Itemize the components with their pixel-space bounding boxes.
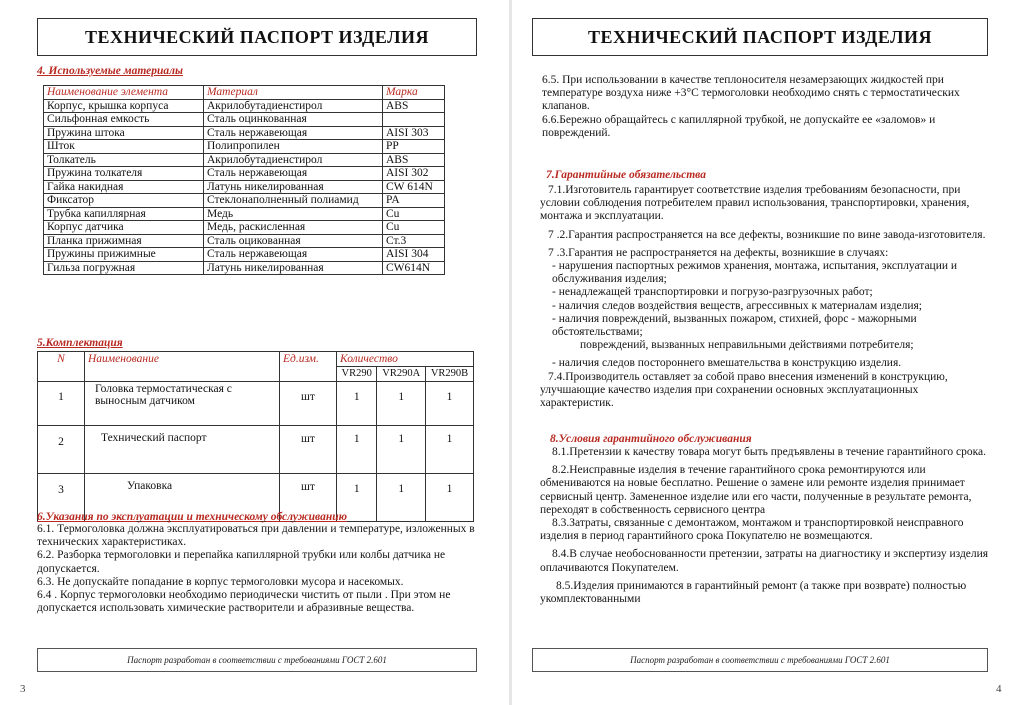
kit-row — [38, 382, 474, 426]
kit-row-qty: 1 — [337, 382, 377, 426]
materials-row — [44, 153, 445, 167]
materials-cell-grade: AISI 303 — [383, 126, 445, 140]
materials-table-body — [44, 99, 445, 275]
kit-row — [38, 426, 474, 474]
kit-heading: 5.Комплектация — [37, 337, 123, 349]
materials-row — [44, 234, 445, 248]
warranty-list-item: - наличия следов постороннего вмешательства в конструкцию изделия. — [552, 357, 902, 370]
right-footer: Паспорт разработан в соответствии с требованиями ГОСТ 2.601 — [532, 648, 988, 672]
warranty-heading: 7.Гарантийные обязательства — [546, 169, 706, 181]
kit-row-qty: 1 — [337, 474, 377, 522]
materials-cell-grade: AISI 302 — [383, 167, 445, 181]
materials-cell-name: Пружина толкателя — [44, 167, 204, 181]
kit-row-qty: 1 — [426, 426, 474, 474]
kit-row-name: Головка термостатическая с выносным датчиком — [85, 382, 280, 426]
materials-heading: 4. Используемые материалы — [37, 65, 184, 77]
materials-cell-material: Сталь оцинкованная — [204, 113, 383, 127]
materials-cell-name: Фиксатор — [44, 194, 204, 208]
ops-paragraph: 6.4 . Корпус термоголовки необходимо периодически чистить от пыли . При этом не допускается использовать химические растворители и абразивные вещества. — [37, 589, 451, 615]
materials-cell-material: Медь — [204, 207, 383, 221]
materials-col-name: Наименование элемента — [44, 86, 204, 100]
ops-text — [37, 523, 477, 615]
service-paragraph: 8.4.В случае необоснованности претензии, затраты на диагностику и экспертизу изделия оплачиваются Покупателем. — [540, 548, 989, 574]
materials-row — [44, 180, 445, 194]
materials-cell-grade: Ст.3 — [383, 234, 445, 248]
ops-paragraph: 6.3. Не допускайте попадание в корпус термоголовки мусора и насекомых. — [37, 575, 404, 588]
kit-row-qty: 1 — [426, 382, 474, 426]
kit-row-name: Технический паспорт — [85, 426, 280, 474]
right-page — [512, 0, 1020, 705]
kit-col-name: Наименование — [85, 352, 280, 382]
materials-row — [44, 167, 445, 181]
materials-cell-name: Корпус датчика — [44, 221, 204, 235]
materials-cell-name: Планка прижимная — [44, 234, 204, 248]
materials-cell-name: Корпус, крышка корпуса — [44, 99, 204, 113]
warranty-text — [540, 184, 990, 410]
materials-cell-name: Гильза погружная — [44, 261, 204, 275]
materials-row — [44, 126, 445, 140]
materials-cell-material: Латунь никелированная — [204, 261, 383, 275]
materials-row — [44, 99, 445, 113]
left-page-number: 3 — [20, 683, 26, 695]
warranty-paragraph: 7 .3.Гарантия не распространяется на дефекты, возникшие в случаях: — [548, 246, 889, 259]
materials-cell-name: Толкатель — [44, 153, 204, 167]
warranty-paragraph: 7.4.Производитель оставляет за собой право внесения изменений в конструкцию, улучшающие качество изделия при сохранении основных эксплуатационных характеристик. — [540, 370, 948, 410]
materials-row — [44, 194, 445, 208]
warranty-paragraph: 7.1.Изготовитель гарантирует соответствие изделия требованиям безопасности, при условии соблюдения потребителем правил использования, транспортировки, хранения, монтажа и эксплуатации. — [540, 184, 970, 223]
materials-cell-material: Акрилобутадиенстирол — [204, 99, 383, 113]
materials-col-material: Материал — [204, 86, 383, 100]
ops-continued-text — [542, 74, 987, 140]
kit-col-unit: Ед.изм. — [280, 352, 337, 382]
kit-row-unit: шт — [280, 426, 337, 474]
materials-row — [44, 113, 445, 127]
materials-row — [44, 140, 445, 154]
materials-cell-name: Пружина штока — [44, 126, 204, 140]
left-page-title: ТЕХНИЧЕСКИЙ ПАСПОРТ ИЗДЕЛИЯ — [37, 18, 477, 56]
right-page-number: 4 — [996, 683, 1002, 695]
service-heading: 8.Условия гарантийного обслуживания — [550, 433, 752, 445]
materials-cell-material: Латунь никелированная — [204, 180, 383, 194]
kit-col-n: N — [38, 352, 85, 382]
kit-row-unit: шт — [280, 474, 337, 522]
materials-row — [44, 207, 445, 221]
warranty-list-item: - наличия следов воздействия веществ, агрессивных к материалам изделия; — [552, 299, 922, 312]
left-footer: Паспорт разработан в соответствии с требованиями ГОСТ 2.601 — [37, 648, 477, 672]
ops-paragraph: 6.6.Бережно обращайтесь с капиллярной трубкой, не допускайте ее «заломов» и повреждений. — [542, 113, 936, 139]
materials-cell-grade — [383, 113, 445, 127]
service-paragraph: 8.3.Затраты, связанные с демонтажом, монтажом и транспортировкой неисправного изделия в период гарантийного срока Покупателю не возмещаются. — [540, 517, 964, 543]
service-paragraph: 8.1.Претензии к качеству товара могут быть предъявлены в течение гарантийного срока. — [552, 446, 987, 458]
warranty-list-item: - ненадлежащей транспортировки и погрузо-разгрузочных работ; — [552, 286, 873, 299]
materials-cell-material: Сталь оцикованная — [204, 234, 383, 248]
materials-cell-grade: PA — [383, 194, 445, 208]
warranty-list-item: - наличия повреждений, вызванных пожаром, стихией, форс - мажорными обстоятельствами; — [552, 312, 917, 339]
kit-row-n: 3 — [38, 474, 85, 522]
service-text — [540, 446, 990, 606]
warranty-list-item: повреждений, вызванных неправильными действиями потребителя; — [580, 339, 914, 352]
ops-heading: 6.Указания по эксплуатации и техническому обслуживанию — [37, 511, 348, 523]
materials-cell-material: Медь, раскисленная — [204, 221, 383, 235]
materials-cell-material: Полипропилен — [204, 140, 383, 154]
materials-row — [44, 261, 445, 275]
materials-cell-name: Шток — [44, 140, 204, 154]
materials-cell-name: Гайка накидная — [44, 180, 204, 194]
materials-cell-grade: CW614N — [383, 261, 445, 275]
materials-cell-name: Пружины прижимные — [44, 248, 204, 262]
materials-cell-material: Акрилобутадиенстирол — [204, 153, 383, 167]
kit-row-qty: 1 — [377, 382, 426, 426]
kit-model: VR290B — [426, 367, 474, 382]
materials-cell-material: Стеклонаполненный полиамид — [204, 194, 383, 208]
kit-row-qty: 1 — [377, 474, 426, 522]
materials-cell-grade: AISI 304 — [383, 248, 445, 262]
kit-header-row — [38, 352, 474, 367]
kit-row-n: 2 — [38, 426, 85, 474]
kit-model: VR290A — [377, 367, 426, 382]
materials-cell-grade: PP — [383, 140, 445, 154]
kit-row-n: 1 — [38, 382, 85, 426]
materials-cell-material: Сталь нержавеющая — [204, 167, 383, 181]
service-paragraph: 8.5.Изделия принимаются в гарантийный ремонт (а также при возврате) полностью укомплектованными — [540, 579, 967, 606]
warranty-list-item: - нарушения паспортных режимов хранения, монтажа, испытания, эксплуатации и обслуживания изделия; — [552, 260, 958, 286]
materials-cell-grade: Cu — [383, 221, 445, 235]
kit-table — [37, 351, 474, 522]
right-page-title: ТЕХНИЧЕСКИЙ ПАСПОРТ ИЗДЕЛИЯ — [532, 18, 988, 56]
materials-row — [44, 221, 445, 235]
kit-row-unit: шт — [280, 382, 337, 426]
materials-cell-grade: Cu — [383, 207, 445, 221]
kit-row-name: Упаковка — [85, 474, 280, 522]
materials-cell-material: Сталь нержавеющая — [204, 248, 383, 262]
ops-paragraph: 6.5. При использовании в качестве теплоносителя незамерзающих жидкостей при температуре воздуха ниже +3°С термоголовки необходимо снять с термостатических клапанов. — [542, 74, 960, 113]
materials-cell-grade: ABS — [383, 99, 445, 113]
ops-paragraph: 6.2. Разборка термоголовки и перепайка капиллярной трубки или колбы датчика не допускается. — [37, 549, 446, 575]
warranty-paragraph: 7 .2.Гарантия распространяется на все дефекты, возникшие по вине завода-изготовителя. — [548, 228, 986, 241]
materials-cell-name: Сильфонная емкость — [44, 113, 204, 127]
materials-row — [44, 248, 445, 262]
kit-model: VR290 — [337, 367, 377, 382]
materials-cell-grade: CW 614N — [383, 180, 445, 194]
materials-cell-name: Трубка капиллярная — [44, 207, 204, 221]
kit-row-qty: 1 — [337, 426, 377, 474]
kit-col-qty: Количество — [337, 352, 474, 367]
kit-row-qty: 1 — [377, 426, 426, 474]
materials-col-grade: Марка — [383, 86, 445, 100]
materials-cell-grade: ABS — [383, 153, 445, 167]
materials-cell-material: Сталь нержавеющая — [204, 126, 383, 140]
kit-row-qty: 1 — [426, 474, 474, 522]
materials-header-row — [44, 86, 445, 100]
materials-table — [43, 85, 445, 275]
ops-paragraph: 6.1. Термоголовка должна эксплуатироваться при давлении и температуре, изложенных в технических характеристиках. — [37, 523, 475, 549]
service-paragraph: 8.2.Неисправные изделия в течение гарантийного срока ремонтируются или обмениваются на новые бесплатно. Решение о замене или ремонте изделия принимает сервисный центр. Замененное изделие или его части, полученные в результате ремонта, переходят в собственность сервисного центра — [540, 464, 972, 516]
